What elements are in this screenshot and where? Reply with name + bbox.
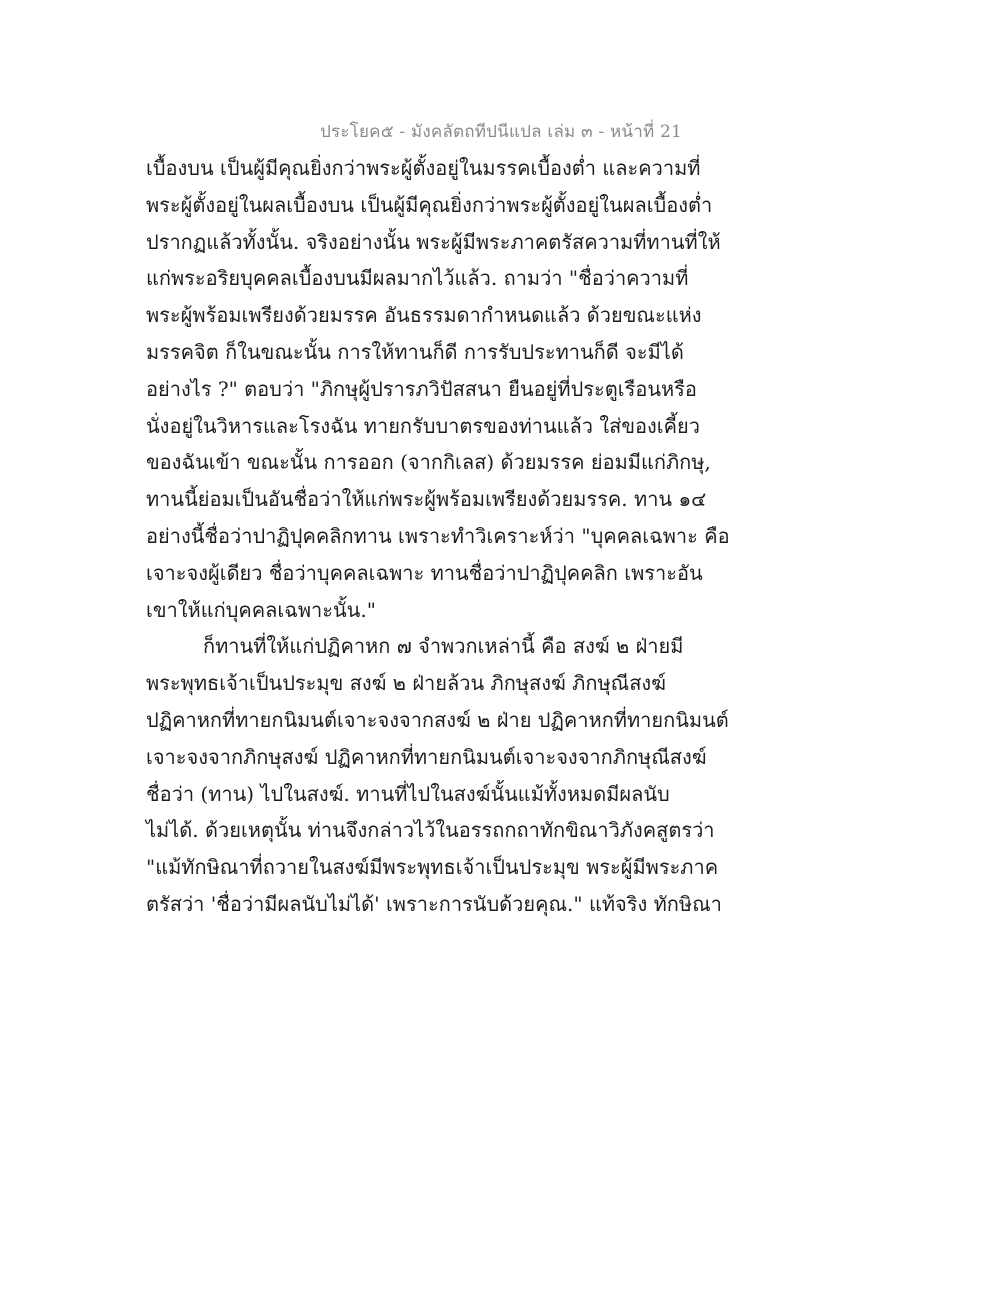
text-line: ปรากฏแล้วทั้งนั้น. จริงอย่างนั้น พระผู้มีพระภาคตรัสความที่ทานที่ให้ <box>146 229 721 254</box>
text-line: ปฏิคาหกที่ทายกนิมนต์เจาะจงจากสงฆ์ ๒ ฝ่าย ปฏิคาหกที่ทายกนิมนต์ <box>146 707 729 732</box>
text-line: ตรัสว่า 'ชื่อว่ามีผลนับไม่ได้' เพราะการนับด้วยคุณ." แท้จริง ทักษิณา <box>146 891 722 916</box>
text-line: "แม้ทักษิณาที่ถวายในสงฆ์มีพระพุทธเจ้าเป็นประมุข พระผู้มีพระภาค <box>146 855 719 880</box>
text-line: พระพุทธเจ้าเป็นประมุข สงฆ์ ๒ ฝ่ายล้วน ภิกษุสงฆ์ ภิกษุณีสงฆ์ <box>146 671 667 696</box>
text-line: อย่างไร ?" ตอบว่า "ภิกษุผู้ปรารภวิปัสสนา ยืนอยู่ที่ประตูเรือนหรือ <box>146 376 697 401</box>
text-line: พระผู้ตั้งอยู่ในผลเบื้องบน เป็นผู้มีคุณยิ่งกว่าพระผู้ตั้งอยู่ในผลเบื้องต่ำ <box>146 192 713 217</box>
text-line: ของฉันเข้า ขณะนั้น การออก (จากกิเลส) ด้วยมรรค ย่อมมีแก่ภิกษุ, <box>146 450 711 475</box>
text-line: ชื่อว่า (ทาน) ไปในสงฆ์. ทานที่ไปในสงฆ์นั้นแม้ทั้งหมดมีผลนับ <box>146 781 670 806</box>
body-text <box>146 150 730 923</box>
text-line: เจาะจงจากภิกษุสงฆ์ ปฏิคาหกที่ทายกนิมนต์เจาะจงจากภิกษุณีสงฆ์ <box>146 744 707 769</box>
text-line: เจาะจงผู้เดียว ชื่อว่าบุคคลเฉพาะ ทานชื่อว่าปาฏิปุคคลิก เพราะอัน <box>146 560 703 585</box>
text-line: นั่งอยู่ในวิหารและโรงฉัน ทายกรับบาตรของท่านแล้ว ใส่ของเคี้ยว <box>146 413 700 438</box>
text-line: ทานนี้ย่อมเป็นอันชื่อว่าให้แก่พระผู้พร้อมเพรียงด้วยมรรค. ทาน ๑๔ <box>146 487 707 512</box>
text-line: มรรคจิต ก็ในขณะนั้น การให้ทานก็ดี การรับประทานก็ดี จะมีได้ <box>146 339 684 364</box>
text-line: ไม่ได้. ด้วยเหตุนั้น ท่านจึงกล่าวไว้ในอรรถกถาทักขิณาวิภังคสูตรว่า <box>146 818 715 843</box>
text-line: อย่างนี้ชื่อว่าปาฏิปุคคลิกทาน เพราะทำวิเคราะห์ว่า "บุคคลเฉพาะ คือ <box>146 523 730 548</box>
text-line: เบื้องบน เป็นผู้มีคุณยิ่งกว่าพระผู้ตั้งอยู่ในมรรคเบื้องต่ำ และความที่ <box>146 156 701 180</box>
text-line: แก่พระอริยบุคคลเบื้องบนมีผลมากไว้แล้ว. ถามว่า "ชื่อว่าความที่ <box>146 266 689 291</box>
text-line: พระผู้พร้อมเพรียงด้วยมรรค อันธรรมดากำหนดแล้ว ด้วยขณะแห่ง <box>146 303 702 328</box>
running-header: ประโยค๕ - มังคลัตถทีปนีแปล เล่ม ๓ - หน้าที่ 21 <box>320 122 682 142</box>
text-line: เขาให้แก่บุคคลเฉพาะนั้น." <box>146 597 376 622</box>
paragraph-first-line: ก็ทานที่ให้แก่ปฏิคาหก ๗ จำพวกเหล่านี้ คือ สงฆ์ ๒ ฝ่ายมี <box>203 634 684 659</box>
